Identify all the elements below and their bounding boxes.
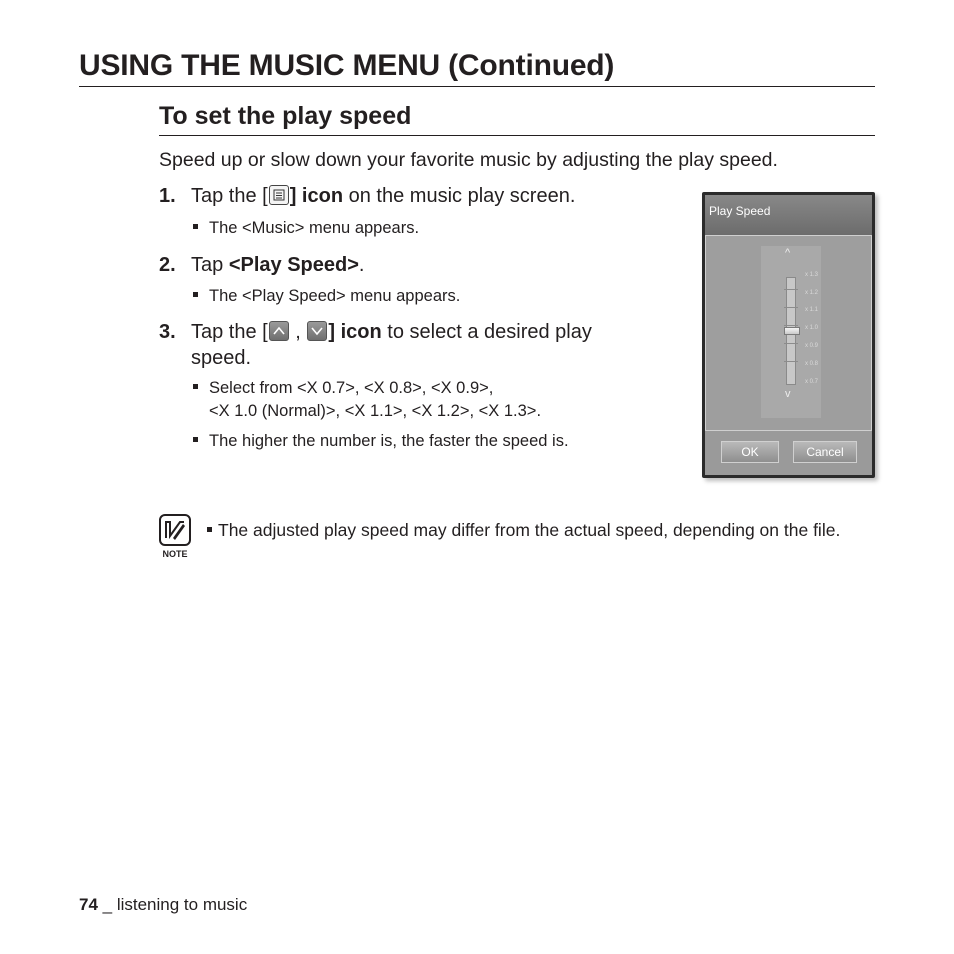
step-text: to select a desired play <box>381 321 592 343</box>
device-screenshot <box>702 192 875 478</box>
note-text: The adjusted play speed may differ from the actual speed, depending on the file. <box>207 518 867 543</box>
device-body <box>705 235 872 475</box>
up-arrow-icon[interactable]: ^ <box>785 247 791 259</box>
note-icon <box>159 514 191 546</box>
cancel-button[interactable]: Cancel <box>793 441 857 463</box>
step-text: . <box>358 254 365 276</box>
step-number: 1. <box>159 185 176 207</box>
speed-label: x 1.3 <box>805 272 819 278</box>
title-divider <box>79 86 875 87</box>
up-arrow-icon <box>269 321 289 341</box>
step-1 <box>159 185 575 208</box>
page-title: USING THE MUSIC MENU (Continued) <box>79 49 615 82</box>
step-3-bullet-cont: <X 1.0 (Normal)>, <X 1.1>, <X 1.2>, <X 1.3>. <box>209 402 542 420</box>
step-3-bullet: Select from <X 0.7>, <X 0.8>, <X 0.9>, <box>193 379 493 398</box>
menu-icon <box>269 185 289 205</box>
step-text-bold: ] icon <box>328 321 382 343</box>
speed-panel <box>705 235 872 431</box>
section-title: To set the play speed <box>159 102 412 130</box>
down-arrow-icon[interactable]: v <box>785 388 791 400</box>
intro-text: Speed up or slow down your favorite music by adjusting the play speed. <box>159 149 778 171</box>
ok-button[interactable]: OK <box>721 441 779 463</box>
step-3-bullet: The higher the number is, the faster the speed is. <box>193 432 569 451</box>
speed-slider-thumb[interactable] <box>784 327 800 335</box>
page-footer <box>79 895 247 915</box>
step-text: on the music play screen. <box>343 185 576 207</box>
step-3: 3. Tap the [ , ] icon to select a desired play <box>159 321 592 343</box>
footer-text: _ listening to music <box>97 895 248 914</box>
step-number: 2. <box>159 254 176 276</box>
device-header <box>705 195 872 235</box>
device-title: Play Speed <box>709 204 771 218</box>
speed-label: x 0.7 <box>805 379 819 385</box>
step-text-bold: <Play Speed> <box>228 254 359 276</box>
step-2-bullet: The <Play Speed> menu appears. <box>193 287 460 306</box>
speed-label: x 0.9 <box>805 343 819 349</box>
step-text: Tap the [ <box>191 321 268 343</box>
step-2 <box>159 254 364 277</box>
note-label: NOTE <box>162 549 188 559</box>
step-text: Tap the [ <box>191 185 268 207</box>
speed-label: x 1.2 <box>805 290 819 296</box>
step-text-bold: ] icon <box>289 185 344 207</box>
step-3-line2: speed. <box>191 347 252 369</box>
section-divider <box>159 135 875 136</box>
down-arrow-icon <box>307 321 327 341</box>
speed-label: x 0.8 <box>805 361 819 367</box>
step-number: 3. <box>159 321 176 343</box>
step-1-bullet: The <Music> menu appears. <box>193 219 419 238</box>
speed-label: x 1.1 <box>805 307 819 313</box>
speed-label: x 1.0 <box>805 325 819 331</box>
step-text: Tap <box>191 254 229 276</box>
page-number: 74 <box>79 895 98 914</box>
